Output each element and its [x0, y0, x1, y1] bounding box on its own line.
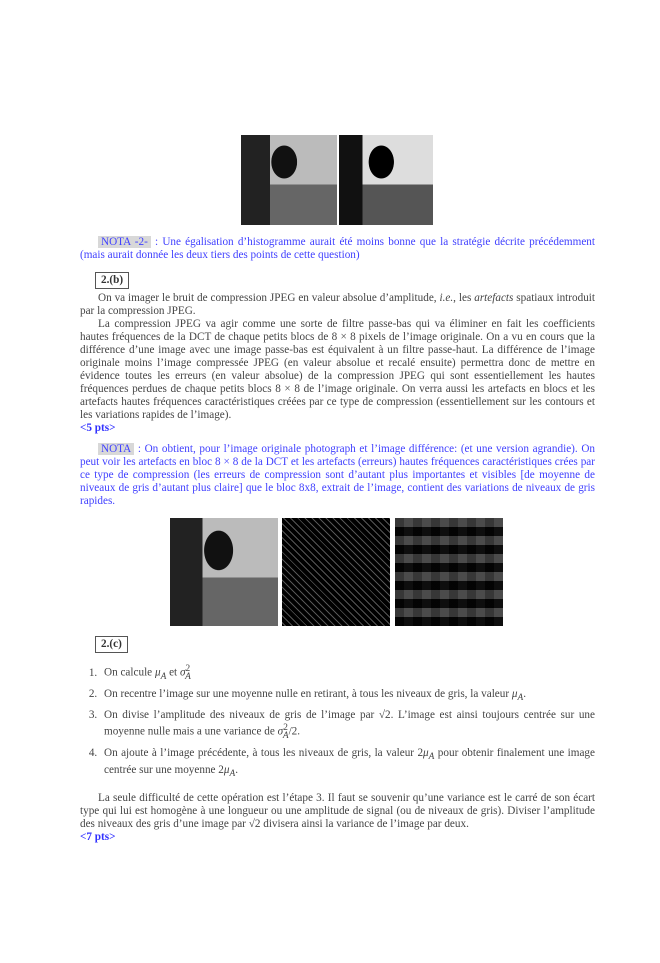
difference-image — [282, 518, 390, 626]
nota-2 — [80, 236, 595, 262]
nota: NOTA : On obtient, pour l’image originale photograph et l’image différence: (et une version agrandie). On peut voir les artefacts en bloc 8 × 8 de la DCT et les artefacts (erreurs) hautes fréquences caractéristiques crées par ce type de compression (les erreurs de compression sont d’autant plus importantes et visibles [de moyenne de niveaux de gris d’autant plus claire] que le bloc 8x8, extrait de l’image, contient des variations de niveaux de gris rapides. — [80, 443, 595, 507]
list-item: 1. On calcule $\mu_A$ et $\sigma^2_A$ — [100, 663, 595, 684]
nota-tag: NOTA -2- — [98, 236, 151, 248]
list-item: 3. On divise l’amplitude des niveaux de gris de l’image par √2. L’image est ainsi toujours centrée sur une moyenne nulle mais a une variance de $\sigma^2_A/2$. — [100, 709, 595, 743]
conclusion-paragraph: La seule difficulté de cette opération est l’étape 3. Il faut se souvenir qu’une variance est le carré de son écart type qui lui est homogène à une longueur ou une amplitude de signal (ou de niveaux de gris). Diviser l’amplitude des niveaux des gris d’une image par √2 divisera ainsi la variance de l’image par deux. — [80, 791, 595, 830]
nota-text: : Une égalisation d’histogramme aurait été moins bonne que la stratégie décrite précédemment (mais aurait donnée les deux tiers des points de cette question) — [80, 236, 595, 261]
list-item: 2. On recentre l’image sur une moyenne nulle en retirant, à tous les niveaux de gris, la valeur $\mu_A$. — [100, 688, 595, 705]
paragraph: La compression JPEG va agir comme une sorte de filtre passe-bas qui va éliminer en fait les coefficients hautes fréquences de la DCT de chaque petits blocs de 8 × 8 pixels de l’image originale. On a vu en cours que la différence d’une image avec une image passe-bas est équivalent à un filtre passe-haut. La différence de l’image originale moins l’image compressée JPEG (en valeur absolue et recalé ensuite) permettra donc de mettre en évidence toutes les erreurs (en valeur absolue) de la compression JPEG qui sont essentiellement les hautes fréquences perdues de chaque petits blocs 8 × 8 de l’image originale. On verra aussi les artefacts en blocs et les artefacts hautes fréquences caractéristiques créées par ce type de compression (essentiellement sur les contours et les variations rapides de l’image). — [80, 318, 595, 421]
cameraman-equalized-image — [241, 135, 337, 225]
points-label: <5 pts> — [80, 422, 116, 434]
points-label: <7 pts> — [80, 830, 116, 843]
section-2c — [80, 636, 595, 844]
steps-list — [80, 663, 595, 782]
cameraman-contrast-image — [339, 135, 433, 225]
section-label: 2.(b) — [95, 272, 129, 289]
list-item: 4. On ajoute à l’image précédente, à tous les niveaux de gris, la valeur $2\mu_A$ pour obtenir finalement une image centrée sur une moyenne $2\mu_A$. — [100, 747, 595, 781]
section-2b — [80, 272, 595, 508]
nota-tag: NOTA — [98, 443, 134, 455]
original-photograph-image — [170, 518, 278, 626]
paragraph: On va imager le bruit de compression JPEG en valeur absolue d’amplitude, i.e., les artefacts spatiaux introduit par la compression JPEG. — [80, 292, 595, 317]
difference-zoom-image — [395, 518, 503, 626]
section-label: 2.(c) — [95, 636, 128, 653]
